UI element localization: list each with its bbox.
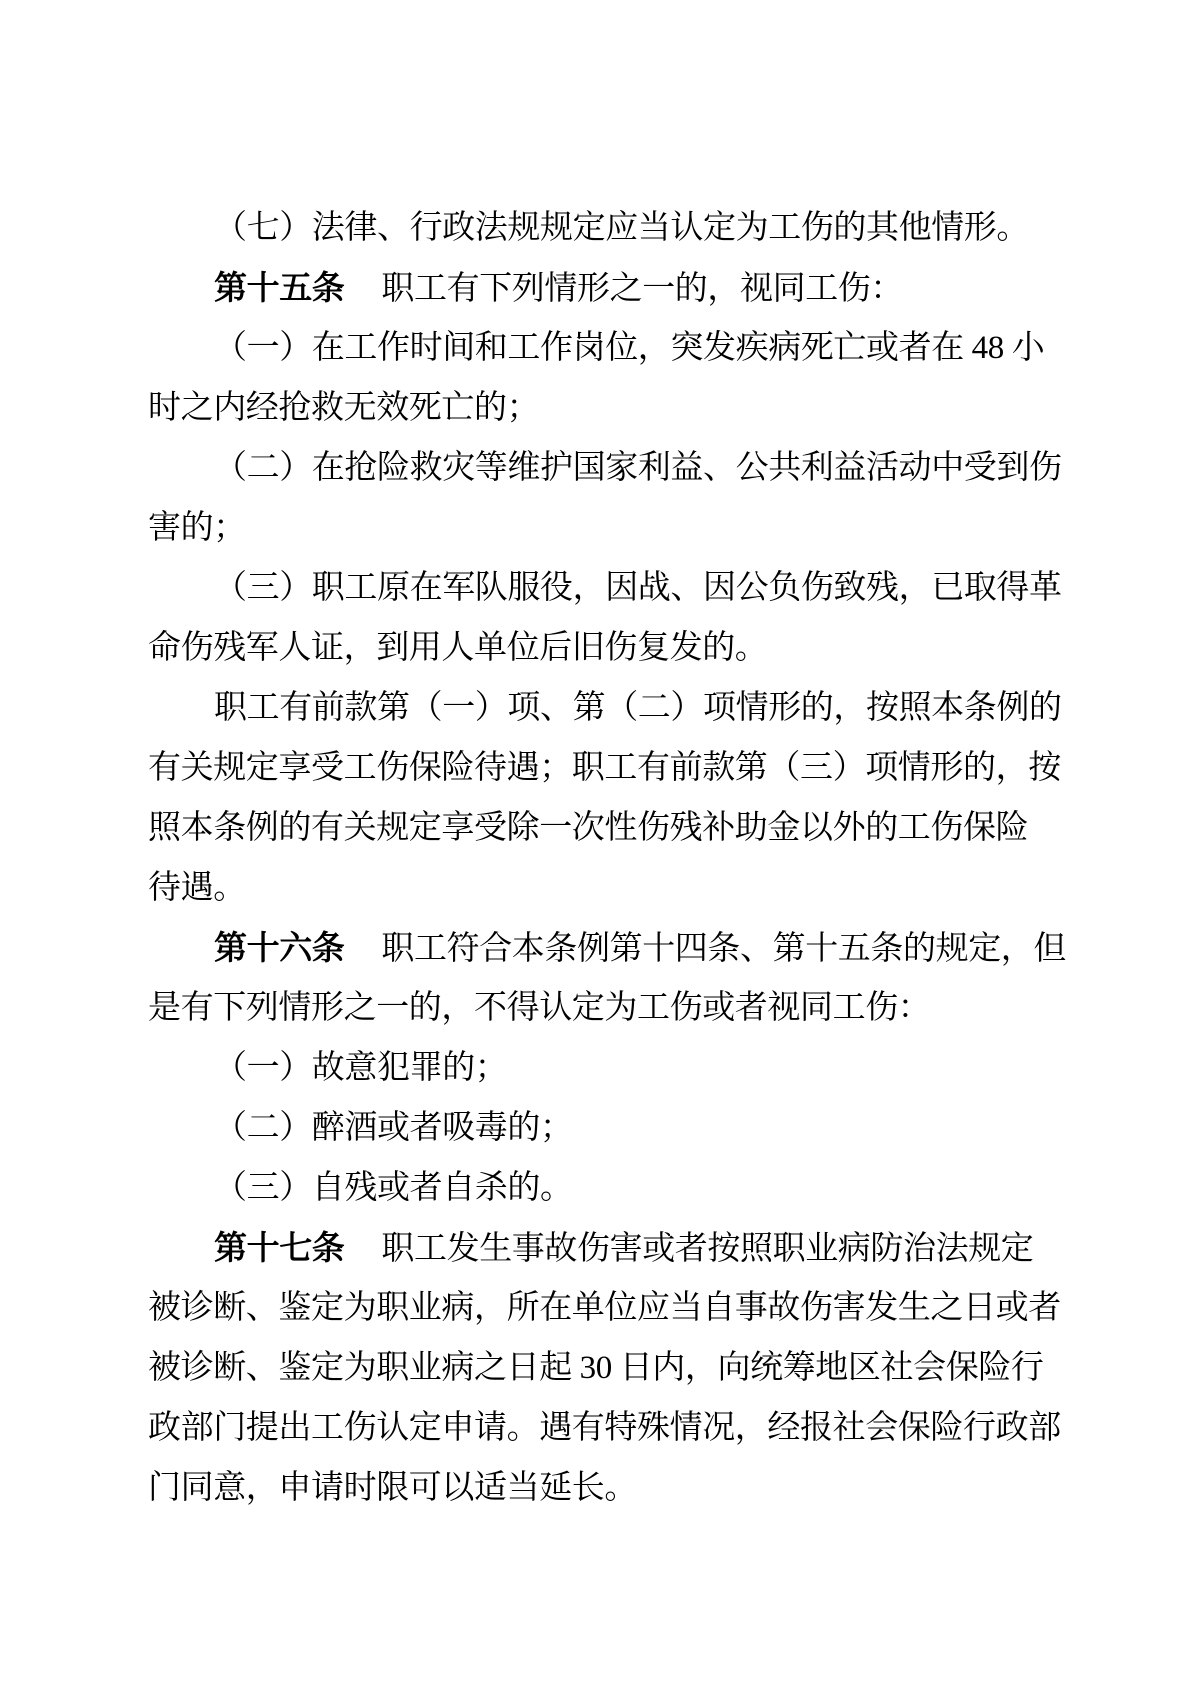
text-line bbox=[148, 438, 1108, 498]
text-run: （二）醉酒或者吸毒的； bbox=[214, 1110, 573, 1146]
text-run: 命伤残军人证，到用人单位后旧伤复发的。 bbox=[148, 630, 768, 666]
text-line bbox=[148, 1218, 1108, 1278]
text-line bbox=[148, 738, 1108, 798]
text-line bbox=[148, 558, 1108, 618]
text-line bbox=[148, 1338, 1108, 1398]
text-run: 政部门提出工伤认定申请。遇有特殊情况，经报社会保险行政部 bbox=[148, 1410, 1061, 1446]
text-run: 职工有下列情形之一的，视同工伤： bbox=[381, 271, 904, 307]
text-run: 待遇。 bbox=[148, 870, 246, 906]
text-run: 被诊断、鉴定为职业病，所在单位应当自事故伤害发生之日或者 bbox=[148, 1290, 1061, 1326]
text-run: 有关规定享受工伤保险待遇；职工有前款第（三）项情形的，按 bbox=[148, 750, 1061, 786]
text-line bbox=[148, 378, 1108, 438]
text-line bbox=[148, 1398, 1108, 1458]
text-line bbox=[148, 798, 1108, 858]
text-line bbox=[148, 678, 1108, 738]
text-run: 门同意，申请时限可以适当延长。 bbox=[148, 1470, 638, 1506]
text-run: （一）在工作时间和工作岗位，突发疾病死亡或者在 48 小 bbox=[214, 330, 1045, 366]
text-run: 时之内经抢救无效死亡的； bbox=[148, 390, 540, 426]
text-line bbox=[148, 1278, 1108, 1338]
text-line bbox=[148, 498, 1108, 558]
text-line bbox=[148, 1038, 1108, 1098]
text-run: （二）在抢险救灾等维护国家利益、公共利益活动中受到伤 bbox=[214, 450, 1062, 486]
text-run: （三）职工原在军队服役，因战、因公负伤致残，已取得革 bbox=[214, 570, 1062, 606]
text-run: 职工发生事故伤害或者按照职业病防治法规定 bbox=[381, 1231, 1034, 1267]
text-line bbox=[148, 258, 1108, 318]
text-line bbox=[148, 1158, 1108, 1218]
text-run: 职工有前款第（一）项、第（二）项情形的，按照本条例的 bbox=[214, 690, 1062, 726]
text-run: 职工符合本条例第十四条、第十五条的规定，但 bbox=[381, 931, 1067, 967]
text-line bbox=[148, 318, 1108, 378]
article-number-heading: 第十六条 bbox=[214, 929, 345, 966]
document-body bbox=[148, 198, 1108, 1518]
text-run: 害的； bbox=[148, 510, 246, 546]
text-line bbox=[148, 858, 1108, 918]
article-number-heading: 第十七条 bbox=[214, 1229, 345, 1266]
text-line bbox=[148, 618, 1108, 678]
text-run: （三）自残或者自杀的。 bbox=[214, 1170, 573, 1206]
text-run: （一）故意犯罪的； bbox=[214, 1050, 508, 1086]
text-run: 照本条例的有关规定享受除一次性伤残补助金以外的工伤保险 bbox=[148, 810, 1029, 846]
text-line bbox=[148, 918, 1108, 978]
text-line bbox=[148, 198, 1108, 258]
text-run: （七）法律、行政法规规定应当认定为工伤的其他情形。 bbox=[214, 210, 1030, 246]
text-run: 被诊断、鉴定为职业病之日起 30 日内，向统筹地区社会保险行 bbox=[148, 1350, 1044, 1386]
text-line bbox=[148, 978, 1108, 1038]
text-line bbox=[148, 1098, 1108, 1158]
article-number-heading: 第十五条 bbox=[214, 269, 345, 306]
text-run: 是有下列情形之一的，不得认定为工伤或者视同工伤： bbox=[148, 990, 931, 1026]
text-line bbox=[148, 1458, 1108, 1518]
